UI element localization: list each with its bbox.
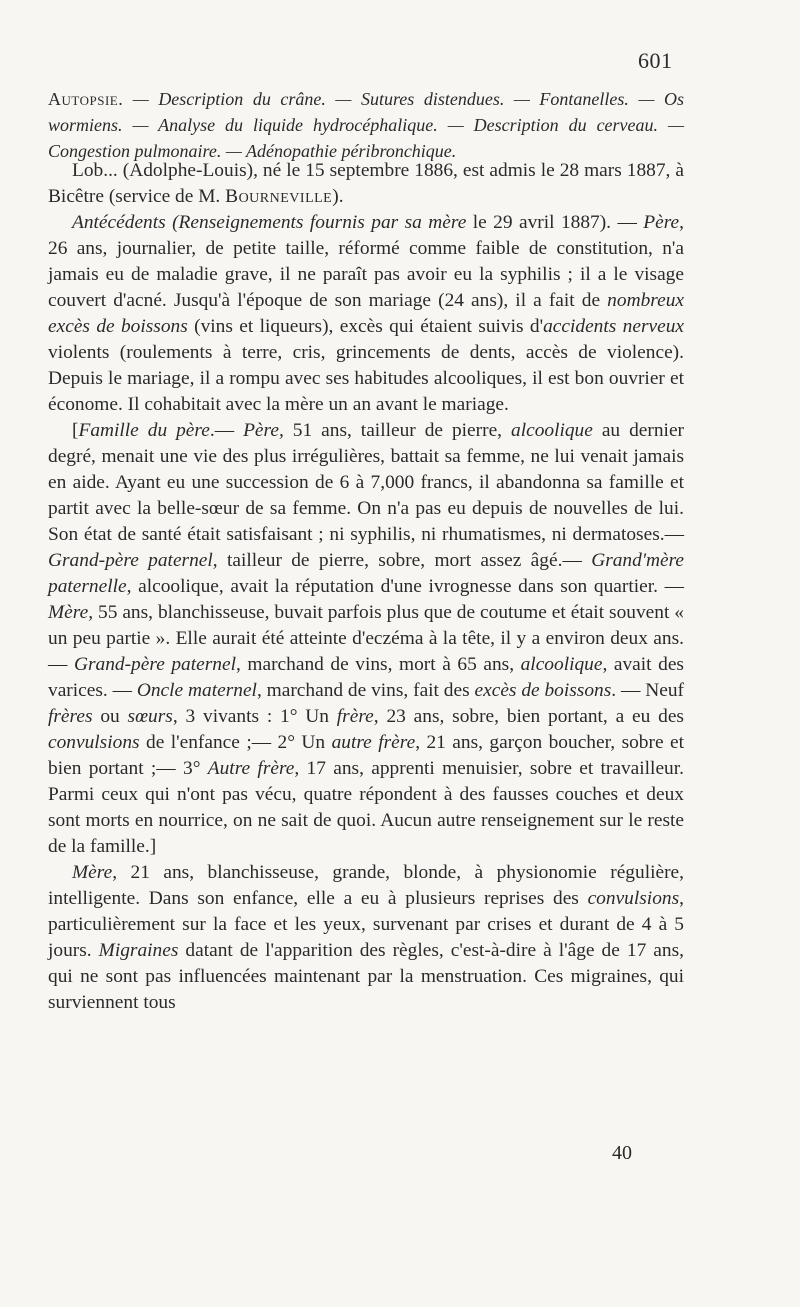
- famille-text-10: ou: [92, 706, 128, 727]
- famille-text-3: , tailleur de pierre, sobre, mort assez âgé.—: [212, 550, 592, 571]
- intro-end: ).: [332, 186, 344, 207]
- famille-text-9: . — Neuf: [611, 680, 685, 701]
- famille-em-13: autre frère: [331, 732, 416, 753]
- famille-dash: .—: [209, 420, 244, 441]
- mere-text-2: , particulièrement sur la face et les yeux, survenant par crises et durant de 4 à 5 jours.: [48, 888, 684, 961]
- famille-em-9: frères: [48, 706, 93, 727]
- famille-em-3: Grand'mère paternelle: [48, 550, 685, 597]
- mere-em-1: convulsions: [587, 888, 680, 909]
- famille-text-1: 51 ans, tailleur de pierre,: [283, 420, 511, 441]
- mere-label: Mère: [72, 862, 113, 883]
- paragraph-antecedents: [48, 210, 684, 418]
- famille-text-15: , 17 ans, apprenti menuisier, sobre et travailleur. Parmi ceux qui n'ont pas vécu, quatre répondent à des fausses couches et deux sont morts en nourrice, on ne sait de quoi. Aucun autre renseignement sur le reste de la famille.]: [48, 758, 684, 857]
- famille-heading: Famille du père: [78, 420, 210, 441]
- antecedents-text-2: (vins et liqueurs), excès qui étaient suivis d': [187, 316, 544, 337]
- famille-text-4: , alcoolique, avait la réputation d'une ivrognesse dans son quartier. —: [126, 576, 684, 597]
- famille-text-2: au dernier degré, menait une vie des plus irrégulières, battait sa femme, ne lui venait jamais en aide. Ayant eu une succession de 6 à 7,000 francs, il abandonna sa famille et partit avec la belle-sœur de sa femme. On n'a pas eu depuis de nouvelles de lui. Son état de santé était satisfaisant ; ni syphilis, ni rhumatismes, ni dermatoses.—: [48, 420, 685, 545]
- intro-text: Lob... (Adolphe-Louis), né le 15 septembre 1886, est admis le 28 mars 1887, à Bicêtre (service de M.: [48, 160, 684, 207]
- paragraph-mere: [48, 860, 684, 1016]
- famille-em-8: excès de boissons: [474, 680, 612, 701]
- famille-em-1: alcoolique: [511, 420, 593, 441]
- section-summary: [48, 86, 684, 164]
- famille-text-8: , marchand de vins, fait des: [256, 680, 475, 701]
- famille-text-14: , 21 ans, garçon boucher, sobre et bien portant ;— 3°: [48, 732, 684, 779]
- body-text: [48, 158, 684, 1016]
- famille-em-14: Autre frère: [207, 758, 295, 779]
- antecedents-heading: Antécédents (Renseignements fournis par sa mère: [72, 212, 467, 233]
- pere-label: Père: [643, 212, 680, 233]
- summary-label: Autopsie.: [48, 89, 124, 109]
- summary-text: — Description du crâne. — Sutures distendues. — Fontanelles. — Os wormiens. — Analyse du liquide hydrocéphalique. — Description du cerveau. — Congestion pulmonaire. — Adénopathie péribronchique.: [48, 89, 684, 161]
- paragraph-intro: [48, 158, 684, 210]
- famille-em-11: frère: [336, 706, 374, 727]
- signature-mark: 40: [612, 1142, 632, 1164]
- famille-text-13: de l'enfance ;— 2° Un: [139, 732, 332, 753]
- famille-text-7: , avait des varices. —: [48, 654, 684, 701]
- famille-em-2: Grand-père paternel: [48, 550, 213, 571]
- famille-text-11: , 3 vivants : 1° Un: [172, 706, 337, 727]
- famille-em-4: Mère,: [48, 602, 94, 623]
- famille-em-6: alcoolique: [520, 654, 603, 675]
- famille-text-12: , 23 ans, sobre, bien portant, a eu des: [373, 706, 684, 727]
- antecedents-text-1: , 26 ans, journalier, de petite taille, réformé comme faible de constitution, n'a jamais eu de maladie grave, il ne paraît pas avoir eu la syphilis ; il a le visage couvert d'acné. Jusqu'à l'époque de son mariage (24 ans), il a fait de: [48, 212, 685, 311]
- famille-em-12: convulsions: [48, 732, 140, 753]
- mere-text-3: datant de l'apparition des règles, c'est-à-dire à l'âge de 17 ans, qui ne sont pas influencées maintenant par la menstruation. Ces migraines, qui surviennent tous: [48, 940, 684, 1013]
- famille-text-5: 55 ans, blanchisseuse, buvait parfois plus que de coutume et était souvent « un peu partie ». Elle aurait été atteinte d'eczéma à la tête, il y a environ deux ans. —: [48, 602, 684, 675]
- antecedents-emphasis-2: accidents nerveux: [543, 316, 685, 337]
- famille-em-5: Grand-père paternel: [73, 654, 236, 675]
- mere-em-2: Migraines: [98, 940, 179, 961]
- page-number: 601: [638, 48, 673, 73]
- antecedents-date: le 29 avril 1887). —: [466, 212, 644, 233]
- famille-em-7: Oncle maternel: [136, 680, 257, 701]
- famille-pere: Père,: [243, 420, 284, 441]
- physician-name: Bourneville: [225, 186, 333, 207]
- antecedents-text-3: violents (roulements à terre, cris, grincements de dents, accès de violence). Depuis le mariage, il a rompu avec ses habitudes alcooliques, il est bon ouvrier et économe. Il cohabitait avec la mère un an avant le mariage.: [48, 342, 684, 415]
- paragraph-famille: [48, 418, 684, 860]
- mere-text-1: , 21 ans, blanchisseuse, grande, blonde, à physionomie régulière, intelligente. Dans son enfance, elle a eu à plusieurs reprises des: [48, 862, 684, 909]
- antecedents-emphasis-1: nombreux excès de boissons: [48, 290, 684, 337]
- famille-text-6: , marchand de vins, mort à 65 ans,: [235, 654, 521, 675]
- famille-bracket: [: [72, 420, 79, 441]
- famille-em-10: sœurs: [127, 706, 173, 727]
